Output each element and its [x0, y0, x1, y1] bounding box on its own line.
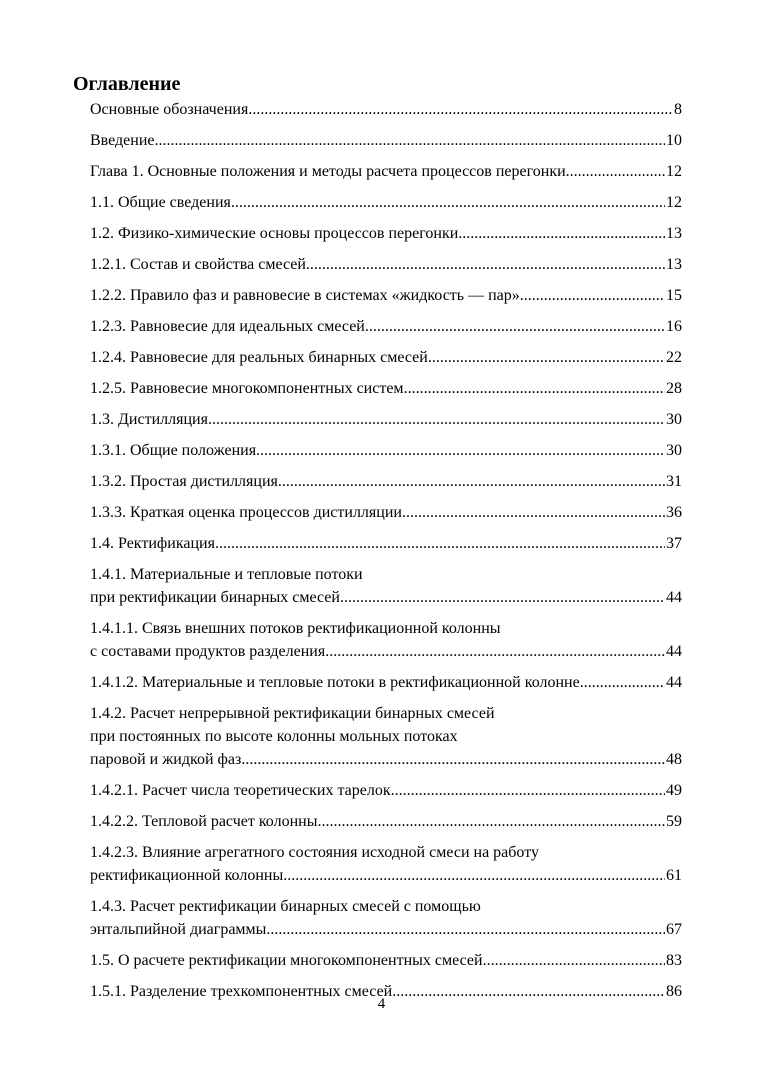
toc-entry[interactable] [90, 377, 682, 400]
toc-entry-page: 10 [666, 132, 682, 149]
toc-entry[interactable] [90, 439, 682, 462]
toc-entry-text: 1.3.3. Краткая оценка процессов дистилляции [90, 504, 402, 521]
toc-entry-page: 86 [666, 983, 682, 1000]
toc-entry[interactable] [90, 253, 682, 276]
toc-entry-page: 8 [674, 101, 682, 118]
toc-entry-text: 1.3.1. Общие положения [90, 442, 257, 459]
dot-leader [340, 586, 665, 609]
toc-entry-text: 1.4.2.2. Тепловой расчет колонны [90, 813, 318, 830]
toc-entry-text: 1.5.1. Разделение трехкомпонентных смесей [90, 983, 393, 1000]
toc-entry[interactable] [90, 470, 682, 493]
toc-entry-page: 31 [666, 473, 682, 490]
toc-entry[interactable] [90, 810, 682, 833]
toc-entry-text: Основные обозначения [90, 101, 249, 118]
toc-entry-page: 44 [666, 643, 682, 660]
dot-leader [520, 284, 665, 307]
toc-entry-text: при ректификации бинарных смесей [90, 589, 340, 606]
dot-leader [483, 949, 665, 972]
toc-entry-text: 1.2.3. Равновесие для идеальных смесей [90, 318, 365, 335]
dot-leader [566, 160, 665, 183]
toc-entry-page: 37 [666, 535, 682, 552]
toc-entry-page: 30 [666, 442, 682, 459]
toc-entry-line: 1.4.1.1. Связь внешних потоков ректификационной колонны [90, 620, 501, 637]
toc-entry-page: 36 [666, 504, 682, 521]
toc-entry[interactable] [90, 315, 682, 338]
dot-leader [155, 129, 666, 152]
toc-entry[interactable] [90, 949, 682, 972]
toc-entry[interactable] [90, 702, 682, 771]
toc-entry[interactable] [90, 408, 682, 431]
toc-entry-page: 44 [666, 674, 682, 691]
dot-leader [391, 779, 665, 802]
toc-entry-text: Введение [90, 132, 155, 149]
toc-entry-page: 83 [666, 952, 682, 969]
toc-entry[interactable] [90, 501, 682, 524]
toc-entry-line: при постоянных по высоте колонны мольных потоках [90, 728, 458, 745]
toc-entry-page: 22 [666, 349, 682, 366]
toc-entry-page: 30 [666, 411, 682, 428]
dot-leader [365, 315, 665, 338]
toc-entry-text: 1.1. Общие сведения [90, 194, 231, 211]
toc-entry[interactable] [90, 532, 682, 555]
toc-entry[interactable] [90, 346, 682, 369]
toc-entry-text: Глава 1. Основные положения и методы расчета процессов перегонки [90, 163, 566, 180]
dot-leader [428, 346, 665, 369]
toc-entry-text: энтальпийной диаграммы [90, 921, 267, 938]
dot-leader [580, 671, 665, 694]
toc-entry-line: 1.4.1. Материальные и тепловые потоки [90, 566, 363, 583]
toc-entry-line: 1.4.3. Расчет ректификации бинарных смесей с помощью [90, 898, 481, 915]
toc-entry[interactable] [90, 284, 682, 307]
toc-entry[interactable] [90, 617, 682, 663]
toc-entry-line: 1.4.2. Расчет непрерывной ректификации бинарных смесей [90, 705, 495, 722]
dot-leader [458, 222, 665, 245]
toc-entry-page: 28 [666, 380, 682, 397]
toc-entry[interactable] [90, 895, 682, 941]
page-number: 4 [377, 996, 386, 1012]
dot-leader [256, 439, 665, 462]
toc-entry-text: 1.4. Ректификация [90, 535, 215, 552]
dot-leader [248, 98, 673, 121]
toc-entry-page: 13 [666, 225, 682, 242]
toc-entry-page: 13 [666, 256, 682, 273]
toc-entry-page: 15 [666, 287, 682, 304]
dot-leader [266, 918, 665, 941]
dot-leader [208, 408, 665, 431]
toc-entry[interactable] [90, 191, 682, 214]
toc-entry-text: 1.4.2.1. Расчет числа теоретических тарелок [90, 782, 391, 799]
toc-entry[interactable] [90, 671, 682, 694]
toc-entry-text: ректификационной колонны [90, 867, 284, 884]
dot-leader [215, 532, 665, 555]
toc-entry[interactable] [90, 779, 682, 802]
toc-entry-text: 1.2. Физико-химические основы процессов перегонки [90, 225, 459, 242]
toc-entry-text: 1.3. Дистилляция [90, 411, 208, 428]
dot-leader [283, 864, 665, 887]
toc-entry-page: 49 [666, 782, 682, 799]
toc-entry-page: 67 [666, 921, 682, 938]
toc-entry-line: 1.4.2.3. Влияние агрегатного состояния исходной смеси на работу [90, 844, 539, 861]
toc-entry[interactable] [90, 563, 682, 609]
toc-entry-page: 12 [666, 194, 682, 211]
dot-leader [317, 810, 665, 833]
dot-leader [241, 748, 665, 771]
toc-entry-text: 1.4.1.2. Материальные и тепловые потоки в ректификационной колонне [90, 674, 580, 691]
toc-entry-text: 1.5. О расчете ректификации многокомпонентных смесей [90, 952, 483, 969]
toc-entry-page: 48 [666, 751, 682, 768]
toc-entry-page: 12 [666, 163, 682, 180]
toc-entry-page: 44 [666, 589, 682, 606]
dot-leader [325, 640, 665, 663]
toc-entry-page: 59 [666, 813, 682, 830]
toc-entry-text: 1.2.5. Равновесие многокомпонентных систем [90, 380, 404, 397]
toc-entry[interactable] [90, 222, 682, 245]
toc-title: Оглавление [73, 73, 181, 95]
toc-entry-text: с составами продуктов разделения [90, 643, 326, 660]
dot-leader [404, 377, 665, 400]
toc-entry-text: 1.3.2. Простая дистилляция [90, 473, 278, 490]
toc-entry-text: 1.2.4. Равновесие для реальных бинарных смесей [90, 349, 428, 366]
dot-leader [278, 470, 665, 493]
toc-entry-text: 1.2.1. Состав и свойства смесей [90, 256, 306, 273]
toc-entry-text: 1.2.2. Правило фаз и равновесие в системах «жидкость — пар» [90, 287, 520, 304]
toc-list [90, 98, 682, 1003]
dot-leader [402, 501, 665, 524]
toc-entry[interactable] [90, 129, 682, 152]
dot-leader [231, 191, 665, 214]
toc-entry-page: 61 [666, 867, 682, 884]
toc-entry[interactable] [90, 841, 682, 887]
toc-entry-text: паровой и жидкой фаз [90, 751, 242, 768]
toc-entry[interactable] [90, 160, 682, 183]
dot-leader [306, 253, 665, 276]
toc-entry-page: 16 [666, 318, 682, 335]
toc-entry[interactable] [90, 98, 682, 121]
